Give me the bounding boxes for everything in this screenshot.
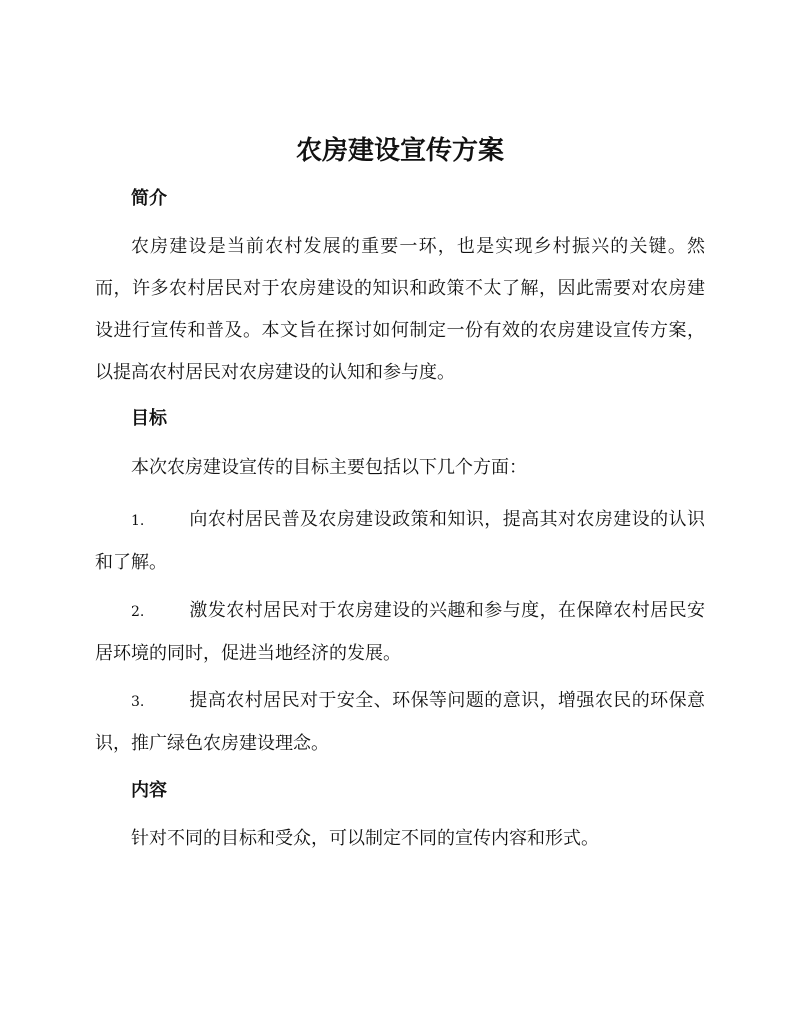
- list-item-number: 1.: [131, 513, 145, 529]
- section-heading-content: 内容: [131, 780, 167, 801]
- section-heading-goals: 目标: [131, 408, 167, 429]
- intro-paragraph: 农房建设是当前农村发展的重要一环，也是实现乡村振兴的关键。然而，许多农村居民对于农房建设的知识和政策不太了解，因此需要对农房建设进行宣传和普及。本文旨在探讨如何制定一份有效的农房建设宣传方案，以提高农村居民对农房建设的认知和参与度。: [95, 236, 705, 383]
- list-item-number: 3.: [131, 694, 145, 710]
- content-paragraph: 针对不同的目标和受众，可以制定不同的宣传内容和形式。: [131, 828, 599, 849]
- list-item: [95, 499, 705, 584]
- list-item: [95, 680, 705, 765]
- section-heading-intro: 简介: [131, 188, 167, 209]
- goals-paragraph: 本次农房建设宣传的目标主要包括以下几个方面：: [131, 457, 527, 478]
- list-item-text: 激发农村居民对于农房建设的兴趣和参与度，在保障农村居民安居环境的同时，促进当地经济的发展。: [95, 600, 705, 664]
- list-item: [95, 590, 705, 675]
- list-item-text: 向农村居民普及农房建设政策和知识，提高其对农房建设的认识和了解。: [95, 509, 705, 573]
- list-item-text: 提高农村居民对于安全、环保等问题的意识，增强农民的环保意识，推广绿色农房建设理念。: [95, 690, 705, 754]
- page-title: 农房建设宣传方案: [295, 136, 504, 166]
- list-item-number: 2.: [131, 604, 145, 620]
